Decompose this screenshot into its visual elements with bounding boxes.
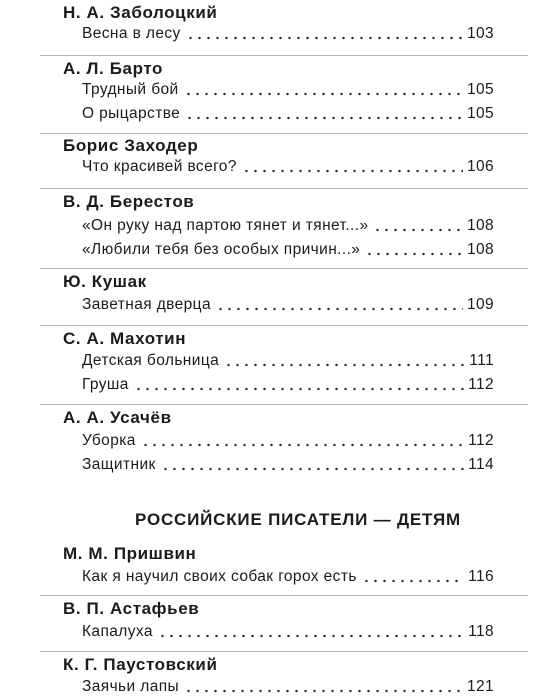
entry-title: Заветная дверца xyxy=(82,296,211,313)
page-number: 118 xyxy=(468,623,494,640)
dot-leader xyxy=(158,634,464,638)
toc-entry[interactable] xyxy=(82,157,494,177)
toc-entry[interactable] xyxy=(82,24,494,44)
entry-title: Что красивей всего? xyxy=(82,158,237,175)
page-number: 108 xyxy=(466,241,494,258)
dot-leader xyxy=(362,579,464,583)
page-number: 112 xyxy=(468,432,494,449)
dot-leader xyxy=(134,387,464,391)
entry-title: Уборка xyxy=(82,432,136,449)
entry-title: Груша xyxy=(82,376,129,393)
author-heading: Борис Заходер xyxy=(63,136,199,155)
entry-title: Детская больница xyxy=(82,352,220,369)
toc-entry[interactable] xyxy=(82,295,494,315)
dot-leader xyxy=(242,169,463,173)
page-number: 105 xyxy=(466,81,494,98)
dot-leader xyxy=(185,116,463,120)
divider xyxy=(40,595,528,596)
entry-title: О рыцарстве xyxy=(82,105,181,122)
toc-entry[interactable] xyxy=(82,677,494,697)
author-heading: А. Л. Барто xyxy=(63,59,164,78)
toc-entry[interactable] xyxy=(82,80,494,100)
page-number: 106 xyxy=(466,158,494,175)
divider xyxy=(40,404,528,405)
toc-entry[interactable] xyxy=(82,104,494,124)
dot-leader xyxy=(224,363,465,367)
toc-entry[interactable] xyxy=(82,622,494,642)
author-heading: Н. А. Заболоцкий xyxy=(63,3,218,22)
entry-title: Капалуха xyxy=(82,623,153,640)
divider xyxy=(40,325,528,326)
toc-entry[interactable] xyxy=(82,455,494,475)
entry-title: Заячьи лапы xyxy=(82,678,180,695)
divider xyxy=(40,268,528,269)
toc-entry[interactable] xyxy=(82,351,494,371)
page-number: 103 xyxy=(466,25,494,42)
page-number: 111 xyxy=(469,352,494,369)
author-heading: А. А. Усачёв xyxy=(63,408,172,427)
divider xyxy=(40,651,528,652)
page-number: 121 xyxy=(466,678,494,695)
section-heading: РОССИЙСКИЕ ПИСАТЕЛИ — ДЕТЯМ xyxy=(135,510,461,529)
dot-leader xyxy=(141,443,464,447)
dot-leader xyxy=(184,689,463,693)
dot-leader xyxy=(184,92,463,96)
toc-entry[interactable] xyxy=(82,567,494,587)
toc-entry[interactable] xyxy=(82,216,494,236)
dot-leader xyxy=(365,252,463,256)
divider xyxy=(40,55,528,56)
divider xyxy=(40,133,528,134)
entry-title: Защитник xyxy=(82,456,156,473)
author-heading: В. Д. Берестов xyxy=(63,192,195,211)
entry-title: Весна в лесу xyxy=(82,25,181,42)
author-heading: В. П. Астафьев xyxy=(63,599,200,618)
dot-leader xyxy=(186,36,463,40)
author-heading: М. М. Пришвин xyxy=(63,544,197,563)
toc-entry[interactable] xyxy=(82,240,494,260)
author-heading: С. А. Махотин xyxy=(63,329,187,348)
page-number: 109 xyxy=(466,296,494,313)
page-number: 108 xyxy=(466,217,494,234)
divider xyxy=(40,188,528,189)
toc-entry[interactable] xyxy=(82,431,494,451)
page-number: 105 xyxy=(466,105,494,122)
toc-entry[interactable] xyxy=(82,375,494,395)
dot-leader xyxy=(216,307,463,311)
entry-title: «Любили тебя без особых причин...» xyxy=(82,241,361,258)
dot-leader xyxy=(373,228,462,232)
page-number: 112 xyxy=(468,376,494,393)
page-number: 114 xyxy=(468,456,494,473)
entry-title: Трудный бой xyxy=(82,81,179,98)
author-heading: Ю. Кушак xyxy=(63,272,147,291)
entry-title: Как я научил своих собак горох есть xyxy=(82,568,357,585)
author-heading: К. Г. Паустовский xyxy=(63,655,218,674)
entry-title: «Он руку над партою тянет и тянет...» xyxy=(82,217,369,234)
dot-leader xyxy=(161,467,464,471)
page-number: 116 xyxy=(468,568,494,585)
